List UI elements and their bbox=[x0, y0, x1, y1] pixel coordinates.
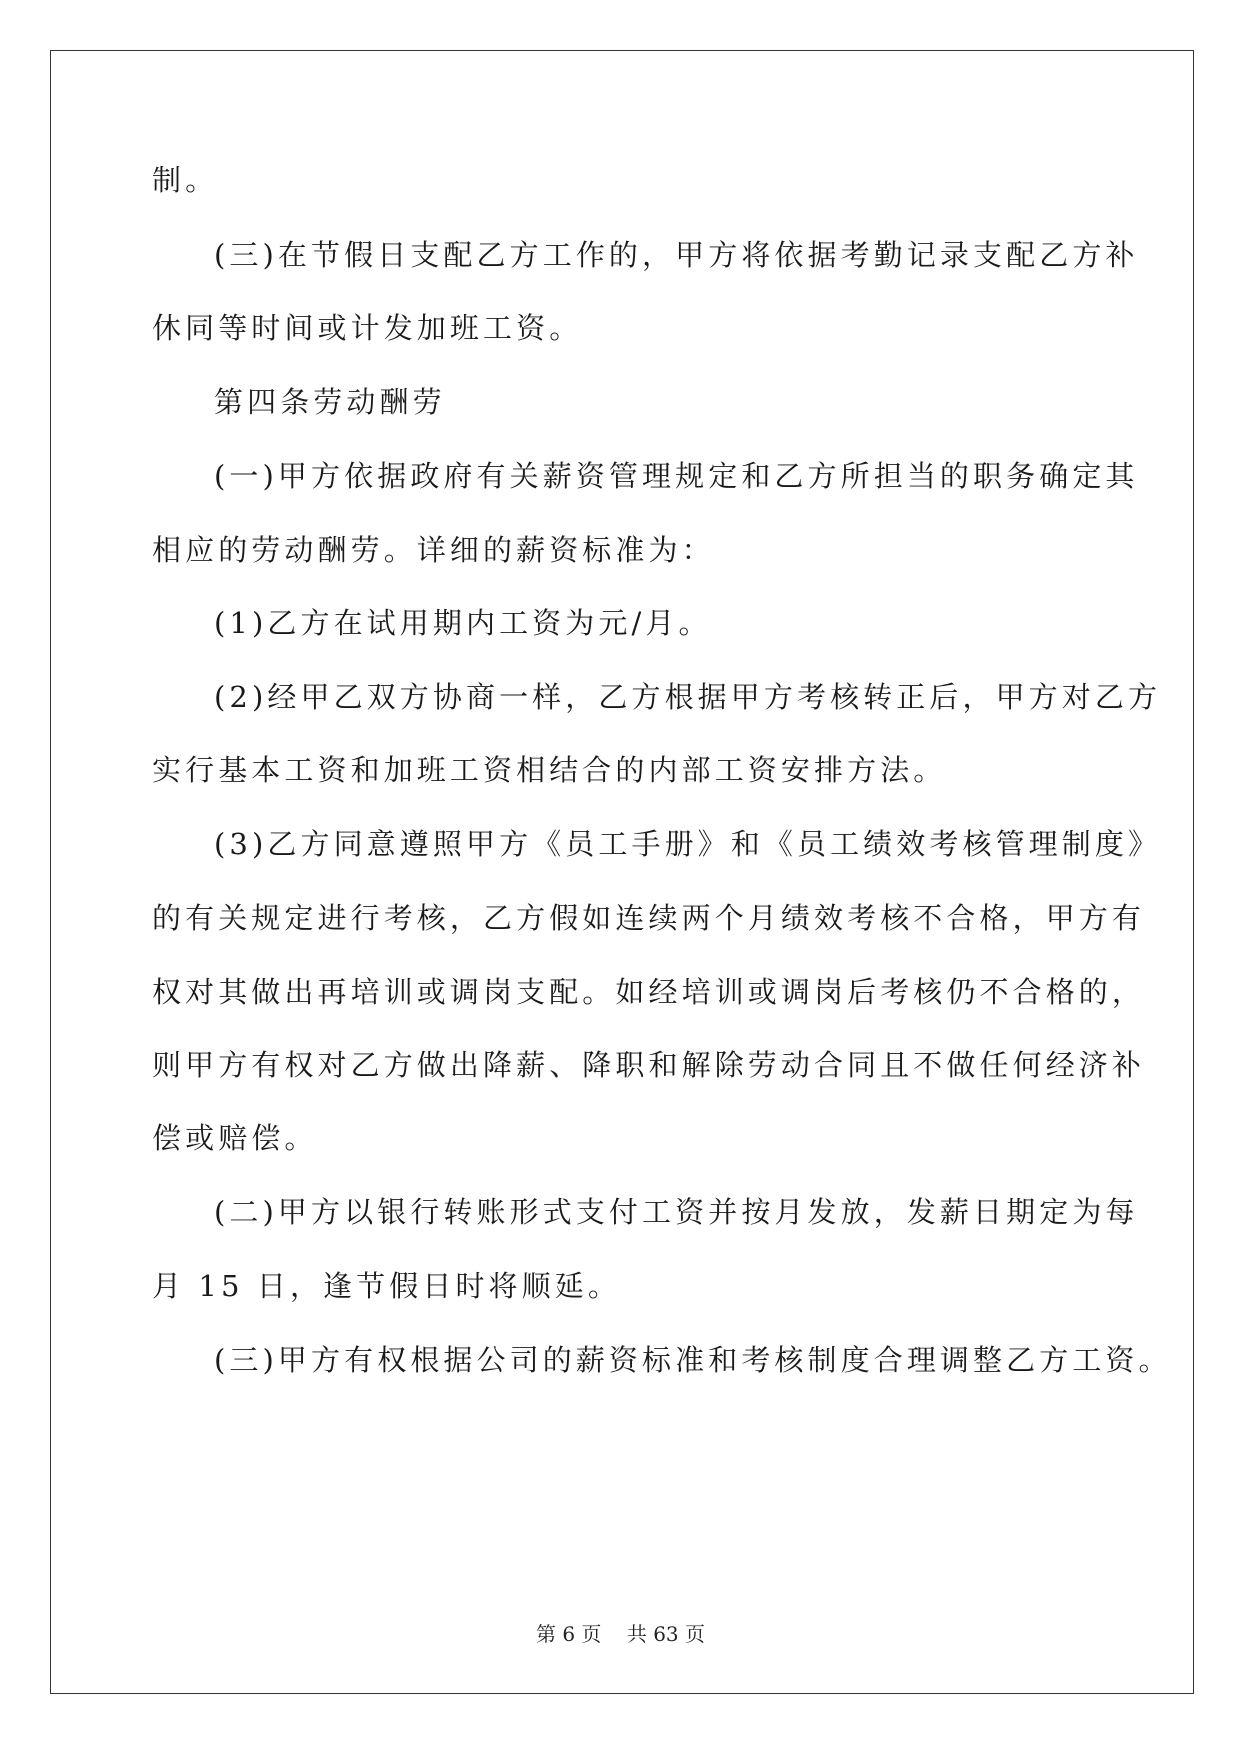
text-line: 则甲方有权对乙方做出降薪、降职和解除劳动合同且不做任何经济补 bbox=[152, 1048, 1146, 1082]
text-line: 相应的劳动酬劳。详细的薪资标准为： bbox=[152, 533, 715, 567]
text-line: 月 15 日，逢节假日时将顺延。 bbox=[152, 1269, 621, 1303]
text-line: (三)在节假日支配乙方工作的，甲方将依据考勤记录支配乙方补 bbox=[214, 238, 1139, 272]
text-line: 实行基本工资和加班工资相结合的内部工资安排方法。 bbox=[152, 753, 947, 787]
text-line: (1)乙方在试用期内工资为元/月。 bbox=[214, 606, 712, 640]
page-border bbox=[50, 50, 1194, 1694]
text-line: (三)甲方有权根据公司的薪资标准和考核制度合理调整乙方工资。 bbox=[214, 1343, 1172, 1377]
page-number-footer: 第 6 页 共 63 页 bbox=[535, 1622, 706, 1646]
text-line: 偿或赔偿。 bbox=[152, 1121, 318, 1155]
text-line: (二)甲方以银行转账形式支付工资并按月发放，发薪日期定为每 bbox=[214, 1195, 1139, 1229]
text-line: 权对其做出再培训或调岗支配。如经培训或调岗后考核仍不合格的， bbox=[152, 975, 1146, 1009]
text-line: (3)乙方同意遵照甲方《员工手册》和《员工绩效考核管理制度》 bbox=[214, 827, 1162, 861]
text-line: (2)经甲乙双方协商一样，乙方根据甲方考核转正后，甲方对乙方 bbox=[214, 680, 1162, 714]
text-line: 制。 bbox=[152, 163, 219, 197]
section-heading: 第四条劳动酬劳 bbox=[214, 385, 446, 419]
text-line: 的有关规定进行考核，乙方假如连续两个月绩效考核不合格，甲方有 bbox=[152, 901, 1146, 935]
text-line: (一)甲方依据政府有关薪资管理规定和乙方所担当的职务确定其 bbox=[214, 459, 1139, 493]
text-line: 休同等时间或计发加班工资。 bbox=[152, 311, 583, 345]
